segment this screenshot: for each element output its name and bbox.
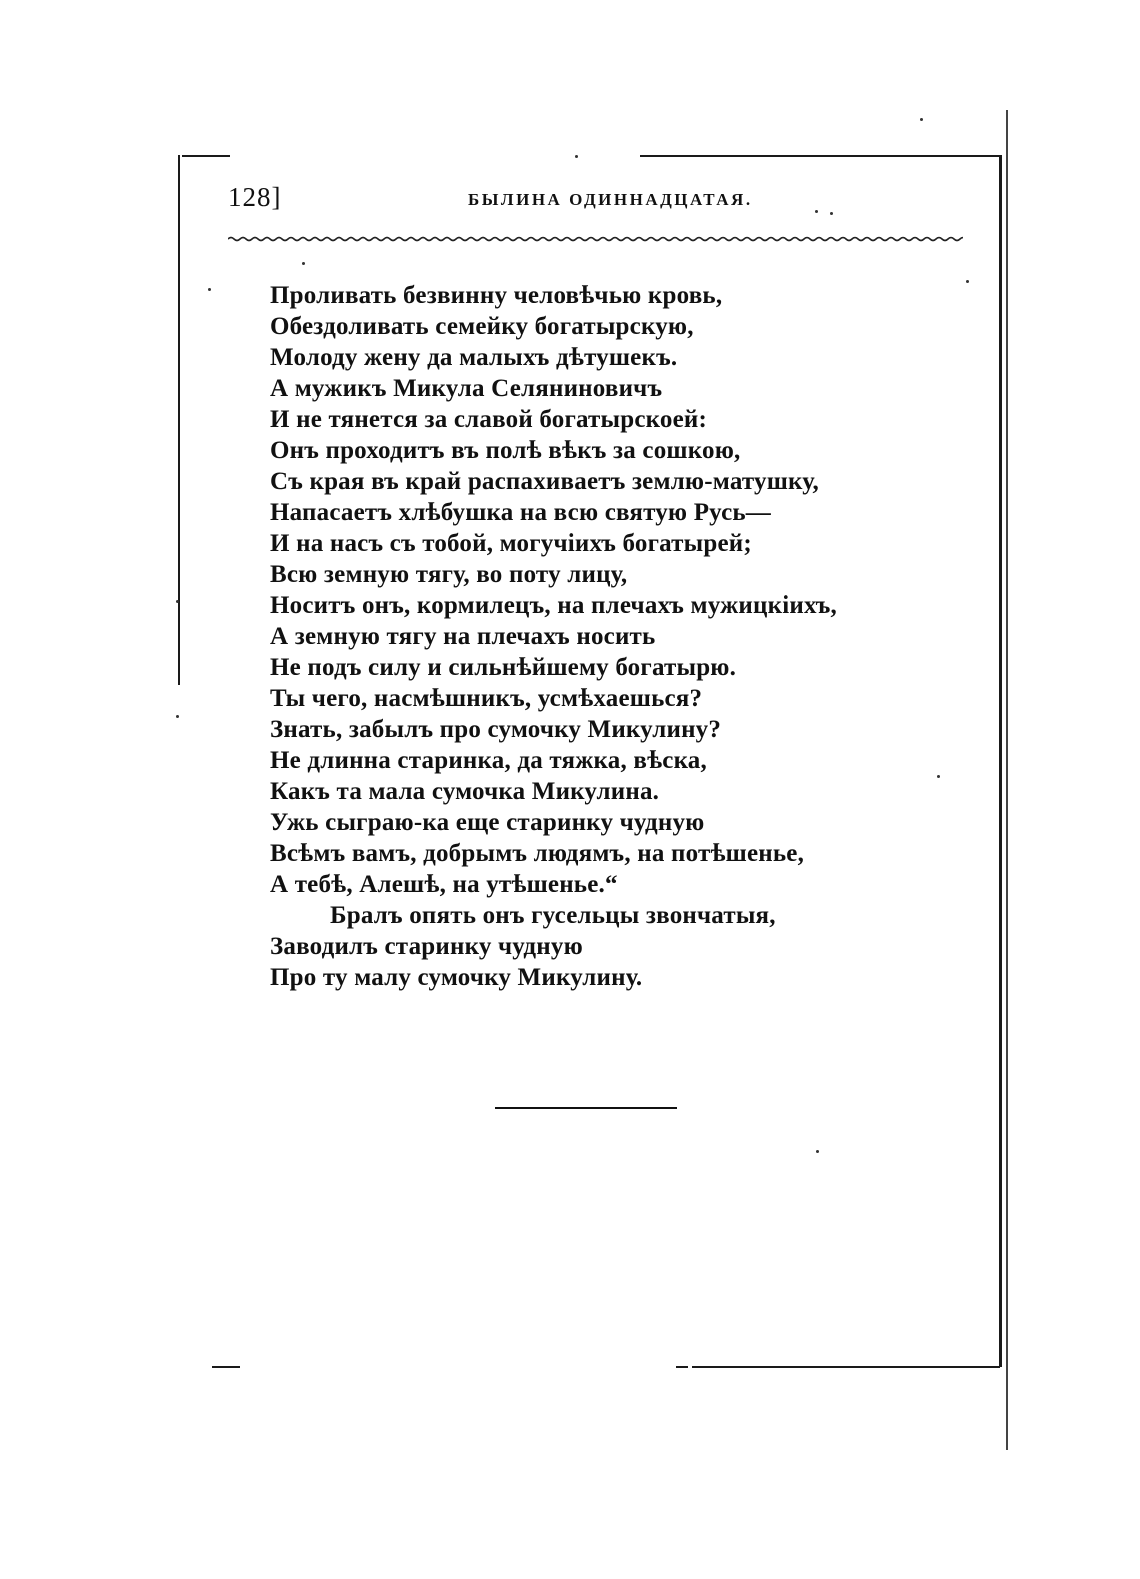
poem-line: Всю земную тягу, во поту лицу, (270, 561, 628, 588)
poem-text (270, 280, 960, 993)
scan-speck (816, 1150, 819, 1153)
poem-line: Обездоливать семейку богатырскую, (270, 313, 694, 340)
poem-line: Всѣмъ вамъ, добрымъ людямъ, на потѣшенье, (270, 840, 805, 867)
poem-line: А мужикъ Микула Селяниновичъ (270, 375, 663, 402)
poem-line: Про ту малу сумочку Микулину. (270, 964, 643, 991)
frame-top-border-left (182, 155, 230, 157)
poem-line: И на насъ съ тобой, могучіихъ богатырей; (270, 530, 752, 557)
decorative-wavy-rule (228, 232, 963, 246)
frame-bottom-mark-left (212, 1366, 240, 1368)
poem-line: Ужь сыграю-ка еще старинку чудную (270, 809, 705, 836)
page-number: 128] (228, 182, 282, 212)
page-header (228, 182, 968, 222)
poem-line: Съ края въ край распахиваетъ землю-матушку, (270, 468, 819, 495)
scan-speck (575, 155, 578, 158)
poem-line: А тебѣ, Алешѣ, на утѣшенье.“ (270, 871, 618, 898)
poem-line: Носитъ онъ, кормилецъ, на плечахъ мужицкіихъ, (270, 592, 837, 619)
scan-speck (176, 715, 179, 718)
poem-line: Знать, забылъ про сумочку Микулину? (270, 716, 722, 743)
frame-bottom-mark-mid (676, 1366, 688, 1368)
frame-bottom-border-right (692, 1366, 1000, 1368)
running-title: БЫЛИНА ОДИННАДЦАТАЯ. (468, 190, 753, 209)
frame-right-border (999, 157, 1002, 1367)
scan-speck (208, 288, 211, 291)
poem-line: Бралъ опять онъ гусельцы звончатыя, (330, 902, 776, 929)
frame-right-outer-edge (1006, 110, 1008, 1450)
scan-speck (302, 262, 305, 265)
scan-speck (920, 118, 923, 121)
frame-left-border (178, 155, 180, 685)
poem-line: Не длинна старинка, да тяжка, вѣска, (270, 747, 707, 774)
poem-line: И не тянется за славой богатырскоей: (270, 406, 708, 433)
poem-line: Заводилъ старинку чудную (270, 933, 583, 960)
poem-line: Не подъ силу и сильнѣйшему богатырю. (270, 654, 737, 681)
poem-line: Онъ проходитъ въ полѣ вѣкъ за сошкою, (270, 437, 741, 464)
poem-line: Молоду жену да малыхъ дѣтушекъ. (270, 344, 678, 371)
end-rule (495, 1107, 677, 1109)
poem-line: Ты чего, насмѣшникъ, усмѣхаешься? (270, 685, 703, 712)
poem-line: Напасаетъ хлѣбушка на всю святую Русь— (270, 499, 772, 526)
poem-line: Проливать безвинну человѣчью кровь, (270, 282, 723, 309)
poem-line: А земную тягу на плечахъ носить (270, 623, 656, 650)
scan-speck (966, 280, 969, 283)
poem-line: Какъ та мала сумочка Микулина. (270, 778, 660, 805)
frame-top-border-right (640, 155, 1002, 157)
scan-speck (176, 600, 179, 603)
